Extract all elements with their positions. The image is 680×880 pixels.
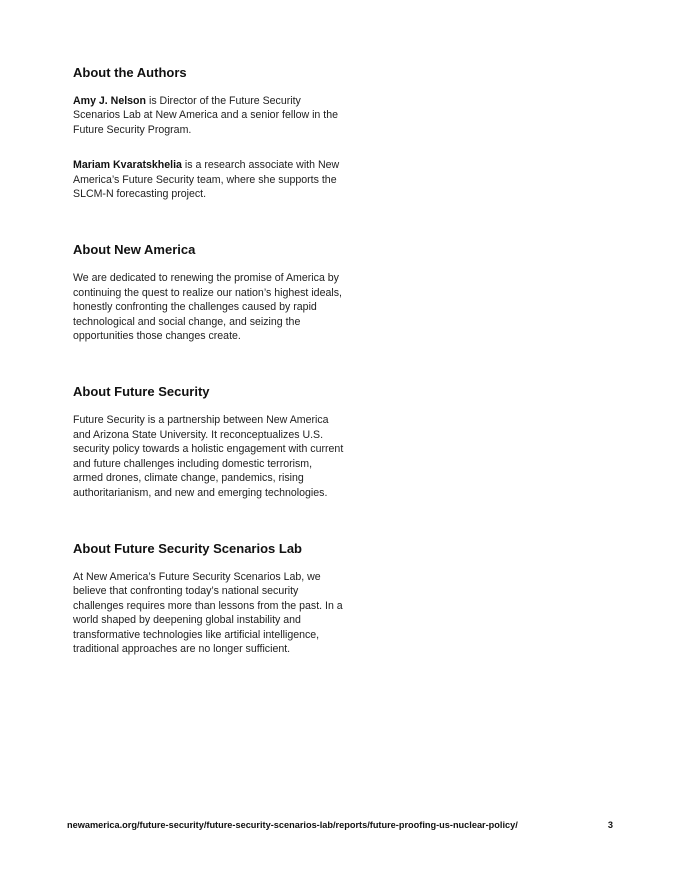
about-authors-heading: About the Authors — [73, 65, 187, 80]
page-footer — [67, 820, 613, 830]
author-bio-kvaratskhelia — [73, 158, 345, 201]
about-future-security-body: Future Security is a partnership between New America and Arizona State University. It reconceptualizes U.S. security policy towards a holistic engagement with current and future challenges including domestic terrorism, armed drones, climate change, pandemics, rising authoritarianism, and new and emerging technologies. — [73, 414, 344, 499]
about-new-america-section — [73, 241, 345, 343]
about-authors-section — [73, 64, 345, 201]
author-name-kvaratskhelia: Mariam Kvaratskhelia — [73, 159, 182, 172]
about-scenarios-lab-heading: About Future Security Scenarios Lab — [73, 540, 302, 556]
author-name-nelson: Amy J. Nelson — [73, 95, 147, 107]
about-scenarios-lab-section — [73, 540, 345, 656]
author-bio-text-kvaratskhelia: is a research associate with New America’s Future Security team, where she supports the SLCM-N forecasting project. — [73, 159, 340, 201]
about-new-america-body: We are dedicated to renewing the promise of America by continuing the quest to realize our nation’s highest ideals, honestly confronting the challenges caused by rapid technological and social change, and seizing the opportunities those changes create. — [73, 272, 342, 343]
page-number: 3 — [607, 820, 613, 830]
page-content — [73, 64, 345, 656]
about-scenarios-lab-body: At New America’s Future Security Scenarios Lab, we believe that confronting today’s national security challenges requires more than lessons from the past. In a world shaped by deepening global instability and transformative technologies like artificial intelligence, traditional approaches are no longer sufficient. — [73, 570, 343, 655]
author-bio-nelson — [73, 94, 345, 137]
about-future-security-section — [73, 383, 345, 499]
about-future-security-heading: About Future Security — [73, 384, 210, 400]
about-new-america-heading: About New America — [73, 242, 196, 258]
author-bio-text-nelson: is Director of the Future Security Scenarios Lab at New America and a senior fellow in the Future Security Program. — [73, 95, 338, 136]
footer-url-link[interactable]: newamerica.org/future-security/future-security-scenarios-lab/reports/future-proofing-us-nuclear-policy/ — [67, 820, 518, 830]
